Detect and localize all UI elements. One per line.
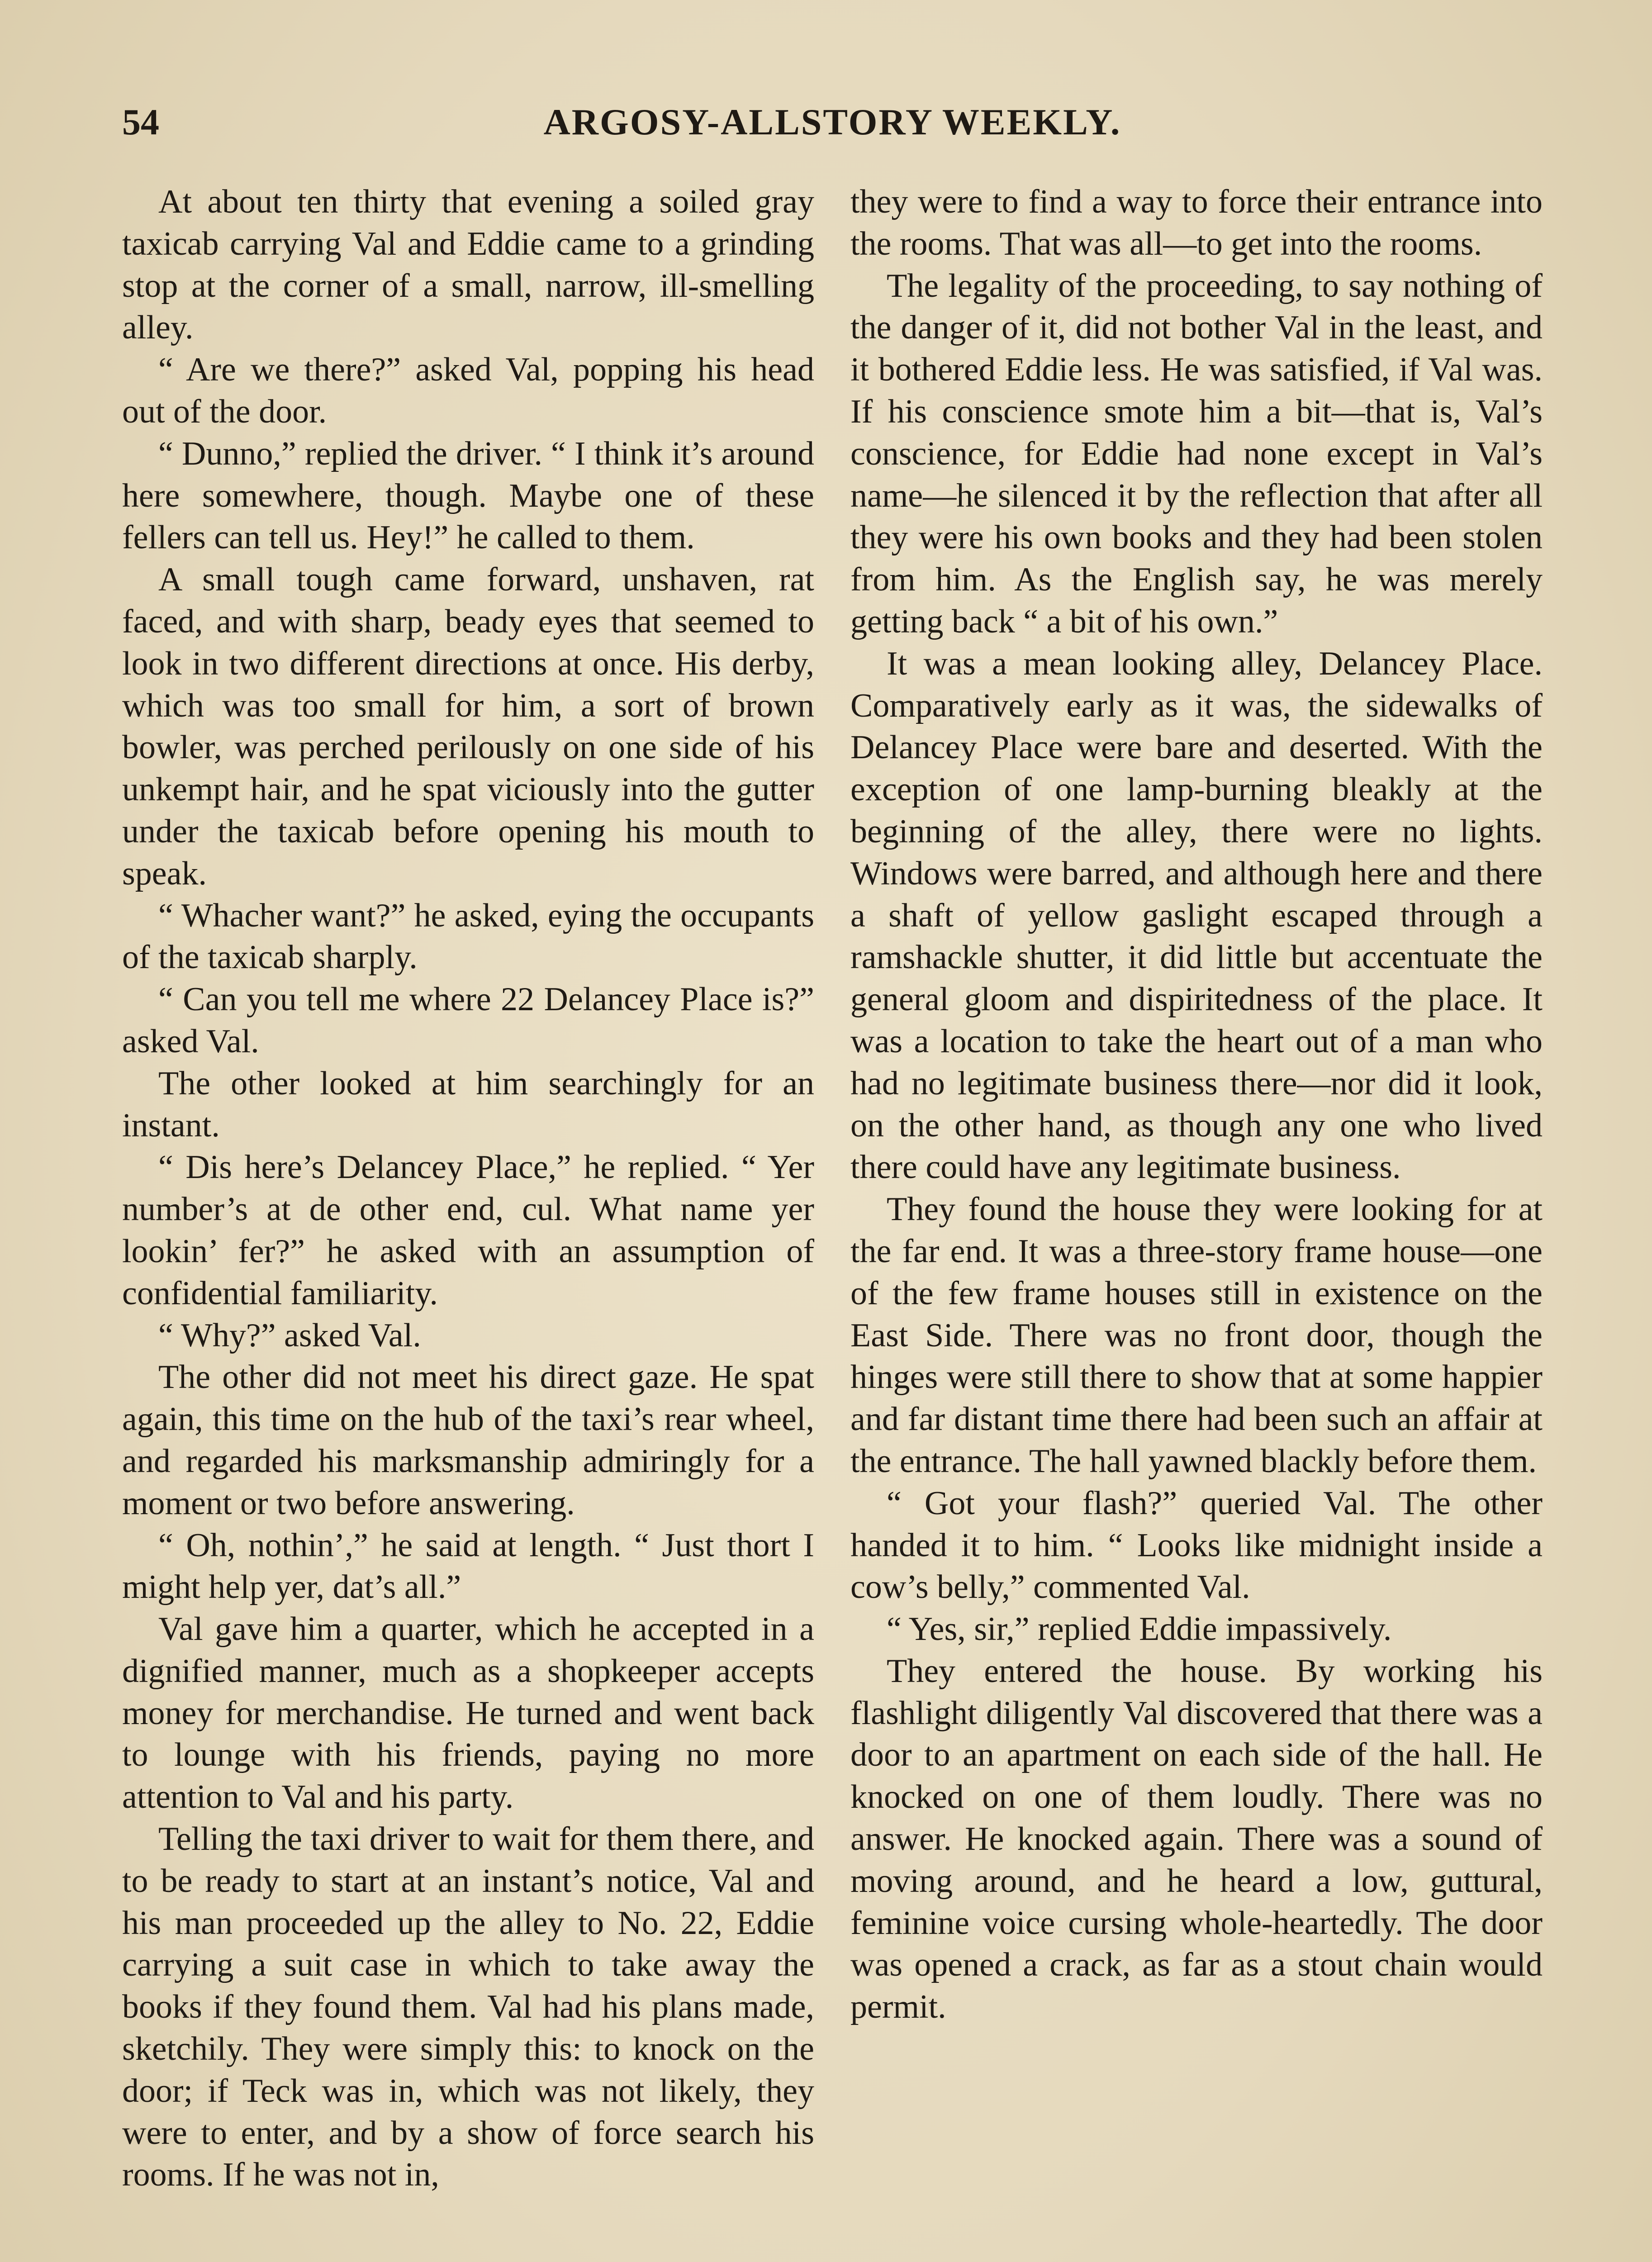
running-head: ARGOSY-ALLSTORY WEEKLY. xyxy=(543,101,1121,143)
paragraph: At about ten thirty that evening a soiled gray taxicab carrying Val and Eddie came to a grinding stop at the corner of a small, narrow, ill-smelling alley. xyxy=(122,183,814,347)
paragraph: The other looked at him searchingly for an instant. xyxy=(122,1064,814,1144)
paragraph: They found the house they were looking for at the far end. It was a three-story frame house—one of the few frame houses still in existence on the East Side. There was no front door, though the hinges were still there to show that at some happier and far distant time there had been such an affair at the entrance. The hall yawned blackly before them. xyxy=(850,1191,1543,1480)
paragraph: “ Got your flash?” queried Val. The other handed it to him. “ Looks like midnight inside a cow’s belly,” commented Val. xyxy=(850,1484,1543,1606)
right-column xyxy=(850,181,1543,2028)
paragraph: “ Are we there?” asked Val, popping his head out of the door. xyxy=(122,351,814,430)
left-column xyxy=(122,181,814,2196)
paragraph: They entered the house. By working his flashlight diligently Val discovered that there was a door to an apartment on each side of the hall. He knocked on one of them loudly. There was no answer. He knocked again. There was a sound of moving around, and he heard a low, guttural, feminine voice cursing whole-heartedly. The door was opened a crack, as far as a stout chain would permit. xyxy=(850,1652,1543,2026)
paragraph: “ Yes, sir,” replied Eddie impassively. xyxy=(887,1611,1392,1648)
paragraph: “ Why?” asked Val. xyxy=(158,1316,421,1354)
paragraph: A small tough came forward, unshaven, rat faced, and with sharp, beady eyes that seemed to look in two different directions at once. His derby, which was too small for him, a sort of brown bowler, was perched perilously on one side of his unkempt hair, and he spat viciously into the gutter under the taxicab before opening his mouth to speak. xyxy=(122,561,814,892)
page-header xyxy=(122,97,1543,147)
paragraph: “ Dis here’s Delancey Place,” he replied. “ Yer number’s at de other end, cul. What name yer lookin’ fer?” he asked with an assumption of confidential familiarity. xyxy=(122,1149,814,1312)
paragraph: “ Can you tell me where 22 Delancey Place is?” asked Val. xyxy=(122,981,814,1060)
paragraph: Telling the taxi driver to wait for them there, and to be ready to start at an instant’s notice, Val and his man proceeded up the alley to No. 22, Eddie carrying a suit case in which to take away the books if they found them. Val had his plans made, sketchily. They were simply this: to knock on the door; if Teck was in, which was not likely, they were to enter, and by a show of force search his rooms. If he was not in, xyxy=(122,1820,814,2194)
paragraph: The other did not meet his direct gaze. He spat again, this time on the hub of the taxi’s rear wheel, and regarded his marksmanship admiringly for a moment or two before answering. xyxy=(122,1359,814,1522)
paragraph: It was a mean looking alley, Delancey Place. Comparatively early as it was, the sidewalks of Delancey Place were bare and deserted. With the exception of one lamp-burning bleakly at the beginning of the alley, there were no lights. Windows were barred, and although here and there a shaft of yellow gaslight escaped through a ramshackle shutter, it did little but accentuate the general gloom and dispiritedness of the place. It was a location to take the heart out of a man who had no legitimate business there—nor did it look, on the other hand, as though any one who lived there could have any legitimate business. xyxy=(850,645,1543,1186)
paragraph: Val gave him a quarter, which he accepted in a dignified manner, much as a shopkeeper accepts money for merchandise. He turned and went back to lounge with his friends, paying no more attention to Val and his party. xyxy=(122,1611,814,1816)
paragraph: The legality of the proceeding, to say nothing of the danger of it, did not bother Val in the least, and it bothered Eddie less. He was satisfied, if Val was. If his conscience smote him a bit—that is, Val’s conscience, for Eddie had none except in Val’s name—he silenced it by the reflection that after all they were his own books and they had been stolen from him. As the English say, he was merely getting back “ a bit of his own.” xyxy=(850,267,1543,640)
paragraph-continued: they were to find a way to force their entrance into the rooms. That was all—to get into the rooms. xyxy=(850,183,1543,262)
paragraph: “ Whacher want?” he asked, eying the occupants of the taxicab sharply. xyxy=(122,897,814,976)
paragraph: “ Dunno,” replied the driver. “ I think it’s around here somewhere, though. Maybe one of these fellers can tell us. Hey!” he called to them. xyxy=(122,435,814,556)
paragraph: “ Oh, nothin’,” he said at length. “ Just thort I might help yer, dat’s all.” xyxy=(122,1526,814,1606)
page-number: 54 xyxy=(122,101,159,143)
